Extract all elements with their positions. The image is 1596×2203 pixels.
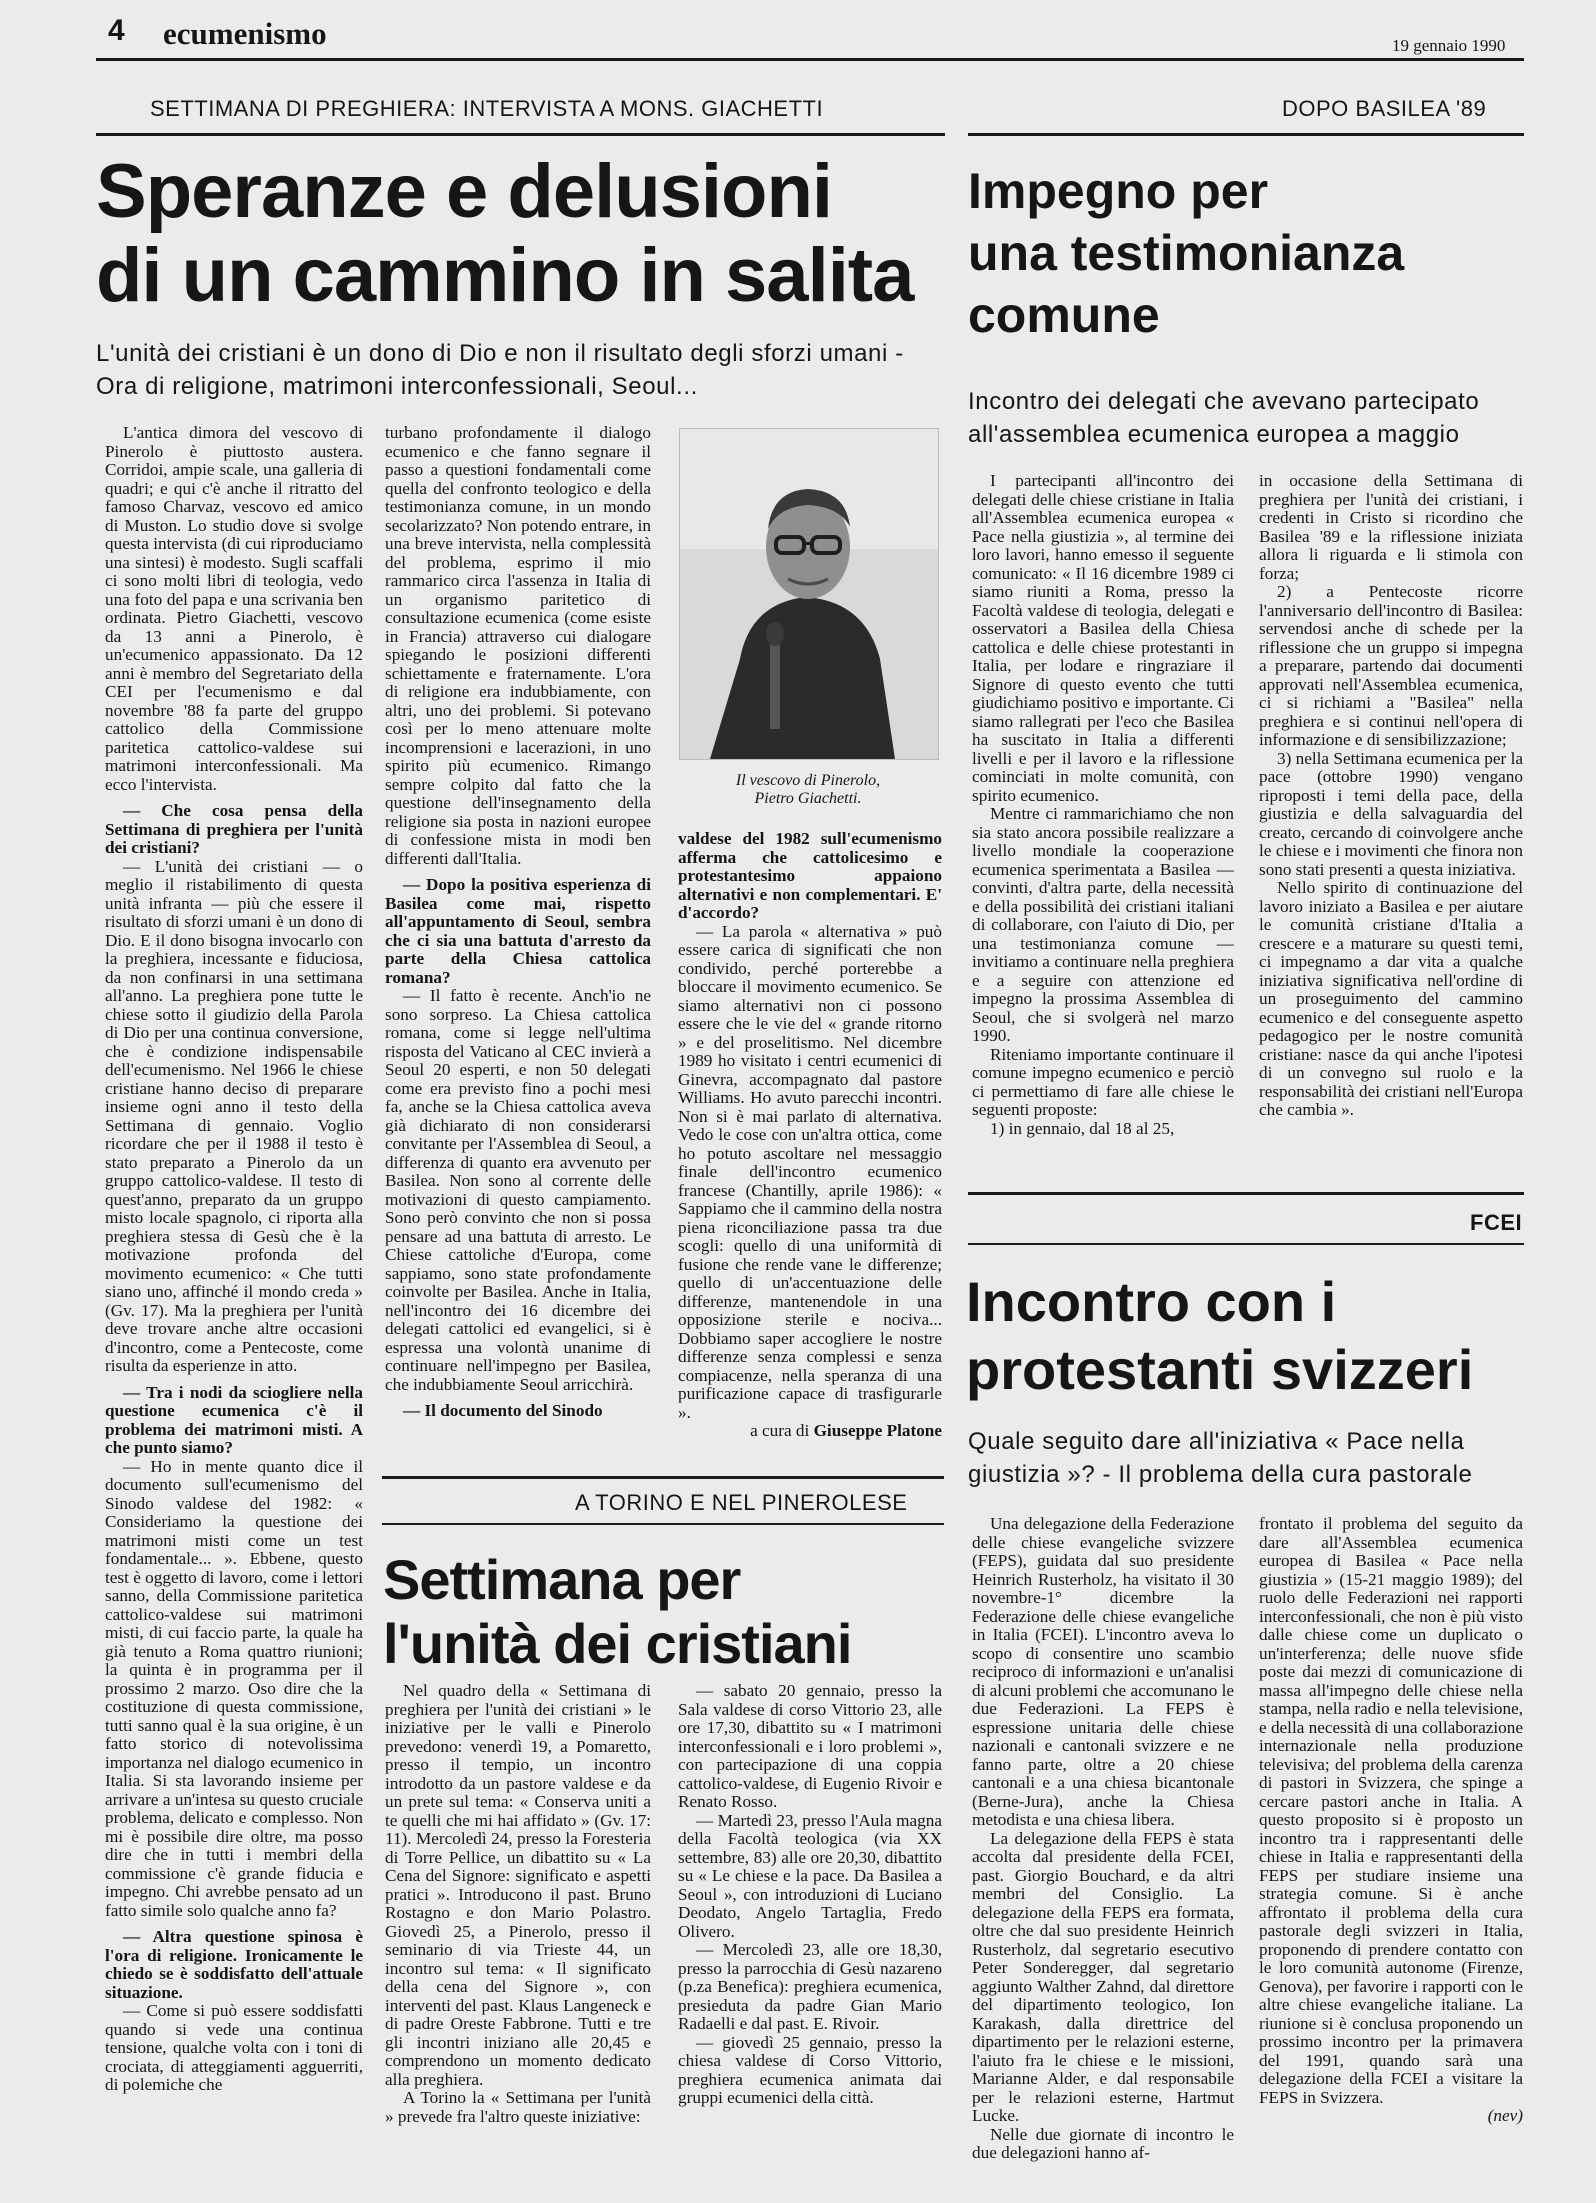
article2-headline — [968, 160, 1524, 346]
article2-title-line2: una testimonianza — [968, 225, 1405, 281]
photo-caption-line1: Il vescovo di Pinerolo, — [735, 772, 881, 789]
article4-column1 — [385, 1682, 651, 2168]
signature-name: Giuseppe Platone — [813, 1421, 942, 1440]
interview-answer: — L'unità dei cristiani — o meglio il ristabilimento di questa unità infranta — più che essere il risultato di sforzi umani è un dono di Dio. E il dono bisogna invocarlo con la preghiera, incessante e fiduciosa, da non confinarsi in una settimana all'anno. La preghiera pone tutte le chiese sotto il giudizio della Parola di Dio per una continua conversione, che è condizione indispensabile dell'ecumenismo. Nel 1966 le chiese cristiane hanno deciso di preparare insieme ogni anno il testo della Settimana di gennaio. Voglio ricordare che per il 1988 il testo è stato preparato a Pinerolo da un gruppo cattolico-valdese. Il testo di quest'anno, preparato da un gruppo misto locale spagnolo, ci riporta alla preghiera stessa di Gesù che è la motivazione profonda del movimento ecumenico: « Che tutti siano uno, affinché il mondo creda » (Gv. 17). Ma la preghiera per l'unità deve trovare anche altre occasioni d'incontro, come a Pentecoste, come risulta da esperienze in atto. — [105, 856, 363, 1375]
article2-paragraph: Riteniamo importante continuare il comune impegno ecumenico e perciò ci permettiamo di fare alle chiese le seguenti proposte: — [972, 1044, 1234, 1119]
article3-column1 — [972, 1515, 1234, 2171]
article1-signature — [678, 1422, 942, 1441]
signature-prefix: a cura di — [750, 1421, 810, 1440]
interview-answer: — Ho in mente quanto dice il documento sull'ecumenismo del Sinodo valdese del 1982: « Consideriamo la questione dei matrimoni misti come un test fondamentale... ». Ebbene, questo test è oggetto di lavoro, come i lettori sanno, della Commissione paritetica cattolico-valdese sui matrimoni misti, di cui faccio parte, la quale ha già tenuto a Roma quattro riunioni; la quinta è in programma per il prossimo 2 marzo. Oso dire che la costituzione di questa commissione, tutti sanno qual è la sua origine, è un fatto storico di notevolissima importanza nel dialogo ecumenico in Italia. Si sta lavorando insieme per arrivare a un'intesa su questo cruciale problema, delicato e complesso. Non mi è possibile dire oltre, ma posso dire che in tutti i membri della commissione c'è grande fiducia e impegno. Chi avrebbe pensato ad un fatto simile solo qualche anno fa? — [105, 1456, 363, 1920]
article3-top-rule — [968, 1192, 1524, 1195]
article1-column2 — [385, 424, 651, 1466]
article2-paragraph: I partecipanti all'incontro dei delegati delle chiese cristiane in Italia all'Assemblea ecumenica europea « Pace nella giustizia », al termine dei loro lavori, hanno emesso il seguente comunicato: « Il 16 dicembre 1989 ci siamo riuniti a Roma, presso la Facoltà valdese di teologia, delegati e osservatori a Basilea della Chiesa cattolica e delle chiese protestanti in Italia, per lodare e ringraziare il Signore di questo evento che tutti giudichiamo positivo e importante. Ci siamo rallegrati per l'eco che Basilea ha suscitato in Italia a differenti livelli e per il lavoro e la riflessione cominciati in molte comunità, con spirito ecumenico. — [972, 472, 1234, 805]
interview-answer: — Come si può essere soddisfatti quando si vede una continua tensione, qualche volta con i toni di crociata, di atteggiamenti agguerriti, di polemiche che — [105, 2001, 363, 2094]
bishop-portrait-illustration — [680, 429, 938, 759]
article4-headline — [383, 1548, 943, 1676]
article4-kicker: A TORINO E NEL PINEROLESE — [575, 1490, 908, 1515]
article4-event: — sabato 20 gennaio, presso la Sala valdese di corso Vittorio 23, alle ore 17,30, dibattito su « I matrimoni interconfessionali e i loro problemi », con partecipazione di una coppia cattolico-valdese, di Eugenio Rivoir e Renato Rosso. — [678, 1682, 942, 1811]
article3-signature: (nev) — [1487, 2106, 1523, 2125]
article4-event: — Martedì 23, presso l'Aula magna della Facoltà teologica (via XX settembre, 83) alle ore 20,30, dibattito su « Le chiese e la pace. Da Basilea a Seoul », con introduzioni di Luciano Deodato, Angelo Tartaglia, Fredo Olivero. — [678, 1810, 942, 1941]
article2-title-line1: Impegno per — [968, 163, 1269, 219]
interview-answer: — Il fatto è recente. Anch'io ne sono sorpreso. La Chiesa cattolica romana, come si legge nell'ultima risposta del Vaticano al CEC invierà a Seoul 20 esperti, e non 50 delegati come era previsto fino a pochi mesi fa, anche se la Chiesa cattolica aveva già dichiarato di non considerarsi convitante per l'Assemblea di Seoul, a differenza di quanto era avvenuto per Basilea. Non sono al corrente delle motivazioni di questo campiamento. Sono però convinto che non si possa pensare ad una battuta di arresto. Le Chiese cattoliche d'Europa, come sappiamo, sono state profondamente coinvolte per Basilea. Anche in Italia, nell'incontro dei 16 dicembre dei delegati cattolici ed evangelici, si è espressa una volontà unanime di continuare nell'impegno per Basilea, che indubbiamente Seoul arricchirà. — [385, 986, 651, 1394]
article4-event: — giovedì 25 gennaio, presso la chiesa valdese di Corso Vittorio, preghiera ecumenica animata dai gruppi ecumenici della città. — [678, 2032, 942, 2107]
bishop-photo — [679, 428, 939, 760]
article3-kicker-rule — [968, 1243, 1524, 1245]
section-title: ecumenismo — [163, 16, 327, 51]
article4-paragraph: Nel quadro della « Settimana di preghiera per l'unità dei cristiani » le iniziative per le valli e Pinerolo prevedono: venerdì 19, a Pomaretto, presso il tempio, un incontro introdotto da un pastore valdese e da un prete sul tema: « Conserva uniti a te quelli che mi hai affidato » (Gv. 17: 11). Mercoledì 24, presso la Foresteria di Torre Pellice, un dibattito su « La Cena del Signore: significato e aspetti pratici ». Introducono il past. Bruno Rostagno e don Mario Polastro. Giovedì 25, a Pinerolo, presso il seminario di via Trieste 44, un incontro sul tema: « Il significato della cena del Signore », con interventi del past. Klaus Langeneck e di padre Oreste Fabbrone. Tutti e tre gli incontri iniziano alle 20,45 e comprendono un momento dedicato alla preghiera. — [385, 1682, 651, 2089]
article4-title-line1: Settimana per — [383, 1548, 741, 1611]
article1-title-line1: Speranze e delusioni — [96, 149, 832, 234]
article4-column2 — [678, 1682, 942, 2168]
article2-paragraph: 2) a Pentecoste ricorre l'anniversario dell'incontro di Basilea: servendosi anche di schede per la riflessione che un gruppo si impegna a preparare, partendo dai documenti approvati nell'Assemblea ecumenica, ci si richiami a "Basilea" nella preghiera e si continui nell'opera di informazione e di sensibilizzazione; — [1259, 582, 1523, 749]
issue-date: 19 gennaio 1990 — [1392, 36, 1506, 55]
article4-title-line2: l'unità dei cristiani — [383, 1612, 852, 1675]
photo-caption-line2: Pietro Giachetti. — [754, 790, 862, 807]
article1-title-line2: di un cammino in salita — [96, 233, 914, 318]
article2-deck: Incontro dei delegati che avevano partecipato all'assemblea ecumenica europea a maggio — [968, 388, 1480, 448]
article1-column1 — [105, 424, 363, 2165]
photo-caption — [679, 772, 937, 808]
article3-deck: Quale seguito dare all'iniziativa « Pace nella giustizia »? - Il problema della cura pastorale — [968, 1428, 1473, 1488]
interview-question: — Tra i nodi da sciogliere nella questione ecumenica c'è il problema dei matrimoni misti. A che punto siamo? — [105, 1382, 363, 1457]
article2-paragraph: 3) nella Settimana ecumenica per la pace (ottobre 1990) vengano riproposti i temi della pace, della giustizia e della salvaguardia del creato, cercando di coinvolgere anche le chiese e i movimenti che finora non sono stati presenti a questa iniziativa. — [1259, 748, 1523, 879]
article1-column3 — [678, 830, 942, 1470]
article3-column2 — [1259, 1515, 1523, 2171]
article1-kicker: SETTIMANA DI PREGHIERA: INTERVISTA A MONS. GIACHETTI — [150, 96, 824, 121]
article3-paragraph: La delegazione della FEPS è stata accolta dal presidente della FCEI, past. Giorgio Bouchard, e da altri membri del Consiglio. La delegazione della FEPS era formata, oltre che dal suo presidente Heinrich Rusterholz, dal segretario esecutivo Peter Sonderegger, dal segretario aggiunto Walther Zahnd, dal direttore del dipartimento teologico, Ion Karakash, dalla direttrice del dipartimento per le relazioni esterne, l'aiuto fra le chiese e le missioni, Marianne Alder, e dal responsabile per le relazioni esterne, Hartmut Lucke. — [972, 1828, 1234, 2125]
article3-kicker: FCEI — [1470, 1210, 1523, 1235]
interview-question: — Altra questione spinosa è l'ora di religione. Ironicamente le chiedo se è soddisfatto dell'attuale situazione. — [105, 1927, 363, 2002]
header-rule — [96, 58, 1524, 61]
article1-intro: L'antica dimora del vescovo di Pinerolo è piuttosto austera. Corridoi, ampie scale, una galleria di quadri; e qui c'è anche il ritratto del famoso Charvaz, vescovo ed amico di Muston. Lo studio dove si svolge questa intervista (di cui riproduciamo una sintesi) è modesto. Sugli scaffali ci sono molti libri di teologia, vedo una foto del papa e una scrivania ben ordinata. Pietro Giachetti, vescovo da 13 anni a Pinerolo, è un'ecumenico appassionato. Da 12 anni è membro del Segretariato della CEI per l'ecumenismo e dal novembre '88 fa parte del gruppo cattolico della Commissione paritetica cattolico-valdese sui matrimoni interconfessionali. Ma ecco l'intervista. — [105, 424, 363, 794]
interview-question: — Che cosa pensa della Settimana di preghiera per l'unità dei cristiani? — [105, 801, 363, 857]
interview-answer: — La parola « alternativa » può essere carica di significati che non condivido, perché porterebbe a bloccare il movimento ecumenico. Se siamo alternativi non ci possono essere che le vie del « grande ritorno » e del proselitismo. Nel dicembre 1989 ho visitato i centri ecumenici di Ginevra, accompagnato dal pastore Williams. Ho avuto parecchi incontri. Non si è mai parlato di alternativa. Vedo le cose con un'altra ottica, come ho potuto ascoltare nel messaggio finale dell'incontro ecumenico francese (Chantilly, aprile 1986): « Sappiamo che il cammino della nostra piena riconciliazione passa tra due scogli: quello di una uniformità di fusione che rende vane le differenze; quello di un'accentuazione delle differenze, mantenendole in una opposizione sterile e nociva... Dobbiamo saper accogliere le nostre differenze senza complessi e senza compiacenze, nella speranza di una purificazione capace di trasfigurarle ». — [678, 921, 942, 1422]
article2-paragraph: in occasione della Settimana di preghiera per l'unità dei cristiani, i credenti in Cristo si ricordino che Basilea '89 e la riflessione iniziata allora li riguarda e li stimola con forza; — [1259, 472, 1523, 583]
article1-deck: L'unità dei cristiani è un dono di Dio e non il risultato degli sforzi umani - Ora di religione, matrimoni interconfessionali, Seoul... — [96, 340, 904, 400]
interview-answer: turbano profondamente il dialogo ecumenico e che fanno segnare il passo a questioni fondamentali come quella del confronto teologico e della testimonianza comune, in un mondo secolarizzato? Non potendo entrare, in una breve intervista, nella complessità del problema, esprimo il mio rammarico circa l'assenza in Italia di un organismo paritetico di consultazione ecumenica (come esiste in Francia) attraverso cui dialogare spiegando le posizioni differenti schiettamente e fraternamente. L'ora di religione era indubbiamente, con altri, uno dei problemi. Si potevano così per lo meno attenuare molte incomprensioni e lacerazioni, in uno spirito più ecumenico. Rimango sempre colpito dal fatto che la questione dell'insegnamento della religione sia posta in nazioni europee di confessione mista in modi ben differenti dall'Italia. — [385, 424, 651, 868]
interview-question: — Il documento del Sinodo — [403, 1401, 603, 1420]
article3-title-line1: Incontro con i — [966, 1270, 1337, 1333]
article2-kicker-rule — [968, 133, 1524, 136]
article3-paragraph: frontato il problema del seguito da dare all'Assemblea ecumenica europea di Basilea « Pace nella giustizia » (15-21 maggio 1989); del ruolo delle Federazioni nei rapporti interconfessionali, che non è più visto dalle chiese come un duplicato o un'interferenza; delle nuove sfide poste dai mezzi di comunicazione di massa all'impegno delle chiese nella stampa, nella radio e nella televisione, e della necessità di una collaborazione internazionale nella produzione televisiva; del problema della carenza di pastori in Svizzera, che spinge a cercare pastori anche in Italia. A questo proposito si è proposto un incontro tra i rappresentanti delle chiese in Italia e rappresentanti della FEPS per studiare insieme una strategia comune. Si è anche affrontato il problema della cura pastorale degli svizzeri in Italia, proponendo di prendere contatto con le loro comunità autonome (Firenze, Genova), per favorire i rapporti con le altre chiese evangeliche italiane. La riunione si è conclusa proponendo un prossimo incontro per la primavera del 1991, quando sarà una delegazione della FCEI a visitare la FEPS in Svizzera. — [1259, 1515, 1523, 2107]
article4-event: — Mercoledì 23, alle ore 18,30, presso la parrocchia di Gesù nazareno (p.za Benefica): preghiera ecumenica, presieduta da padre Gian Mario Radaelli e dal past. E. Rivoir. — [678, 1940, 942, 2033]
article2-title-line3: comune — [968, 287, 1160, 343]
interview-question: — Dopo la positiva esperienza di Basilea come mai, rispetto all'appuntamento di Seoul, sembra che ci sia una battuta d'arresto da parte della Chiesa cattolica romana? — [385, 875, 651, 987]
article3-headline — [966, 1268, 1526, 1404]
article4-top-rule — [382, 1476, 944, 1479]
article4-kicker-rule — [382, 1523, 944, 1525]
article2-paragraph: 1) in gennaio, dal 18 al 25, — [990, 1118, 1175, 1138]
article2-kicker: DOPO BASILEA '89 — [1282, 96, 1487, 121]
page-number: 4 — [108, 14, 125, 47]
article4-paragraph: A Torino la « Settimana per l'unità » prevede fra l'altro queste iniziative: — [385, 2088, 651, 2126]
article2-column2 — [1259, 472, 1523, 1162]
article1-headline — [96, 150, 956, 318]
article2-paragraph: Nello spirito di continuazione del lavoro iniziato a Basilea e per aiutare le comunità cristiane d'Italia a crescere e a maturare su questi temi, ci impegnamo a dar vita a qualche iniziativa significativa nell'ordine di un proseguimento del cammino ecumenico e del conseguente aspetto pedagogico per le nostre comunità cristiane: nasce da qui anche l'ipotesi di un convegno sul ruolo e la responsabilità dei cristiani nell'Europa che cambia ». — [1259, 878, 1523, 1119]
article2-column1 — [972, 472, 1234, 1162]
article3-paragraph: Nelle due giornate di incontro le due delegazioni hanno af- — [972, 2124, 1234, 2162]
article3-title-line2: protestanti svizzeri — [966, 1338, 1474, 1401]
article3-paragraph: Una delegazione della Federazione delle chiese evangeliche svizzere (FEPS), guidata dal suo presidente Heinrich Rusterholz, ha visitato il 30 novembre-1° dicembre la Federazione delle chiese evangeliche in Italia (FCEI). L'incontro aveva lo scopo di consentire uno scambio reciproco di informazioni e un'analisi di alcuni problemi che accomunano le due Federazioni. La FEPS è espressione unitaria delle chiese nazionali e cantonali svizzere e ne fanno parte, oltre a 20 chiese cantonali e a una chiesa bicantonale (Berne-Jura), anche la Chiesa metodista e una chiesa libera. — [972, 1515, 1234, 1829]
interview-question: valdese del 1982 sull'ecumenismo afferma che cattolicesimo e protestantesimo appaiono alternativi e non complementari. E' d'accordo? — [678, 830, 942, 922]
article1-kicker-rule — [96, 133, 945, 136]
article2-paragraph: Mentre ci rammarichiamo che non sia stato ancora possibile realizzare a livello mondiale la cooperazione ecumenica sperimentata a Basilea — convinti, d'altra parte, della necessità e della possibilità dei cristiani italiani di collaborare, con l'aiuto di Dio, per una testimonianza comune — invitiamo a continuare nella preghiera e a seguire con attenzione ed impegno la prossima Assemblea di Seoul, che si svolgerà nel marzo 1990. — [972, 804, 1234, 1045]
